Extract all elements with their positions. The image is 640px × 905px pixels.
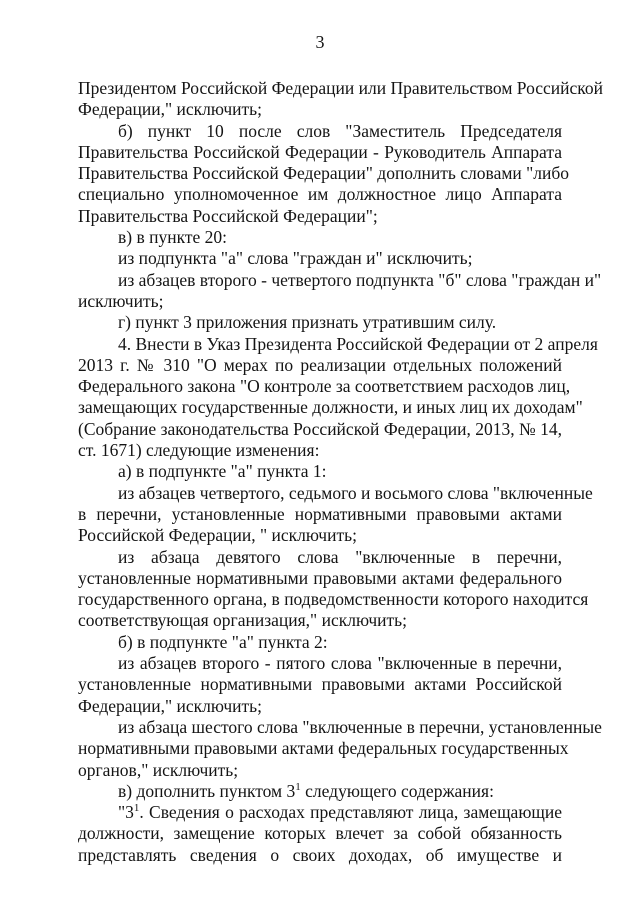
text-line: Правительства Российской Федерации" дополнить словами "либо <box>78 163 570 184</box>
text-line: г) пункт 3 приложения признать утратившим силу. <box>118 312 497 333</box>
text-line: государственного органа, в подведомственности которого находится <box>78 589 589 610</box>
text-segment: в) дополнить пунктом 3 <box>118 780 296 801</box>
text-line: установленные нормативными правовыми актами Российской <box>78 674 562 695</box>
text-line: Федерации," исключить; <box>78 695 262 716</box>
text-line: 2013 г. № 310 "О мерах по реализации отдельных положений <box>78 354 562 375</box>
text-line: в перечни, установленные нормативными правовыми актами <box>78 503 562 524</box>
superscript: 1 <box>295 780 301 793</box>
text-line: б) пункт 10 после слов "Заместитель Председателя <box>118 120 562 141</box>
text-line: в) в пункте 20: <box>118 227 228 248</box>
superscript: 1 <box>133 802 140 815</box>
page-number: 3 <box>315 32 325 52</box>
text-line: должности, замещение которых влечет за собой обязанность <box>78 823 562 844</box>
text-line: Правительства Российской Федерации"; <box>78 205 378 226</box>
text-line <box>78 802 562 823</box>
text-segment: следующего содержания: <box>300 780 494 801</box>
text-line: Президентом Российской Федерации или Правительством Российской <box>78 78 604 98</box>
text-line: из абзаца девятого слова "включенные в перечни, <box>118 546 562 567</box>
text-line: (Собрание законодательства Российской Федерации, 2013, № 14, <box>78 418 562 439</box>
text-line: исключить; <box>78 290 164 311</box>
text-line: соответствующая организация," исключить; <box>78 610 408 631</box>
text-line <box>78 781 562 802</box>
text-line: из подпункта "а" слова "граждан и" исключить; <box>118 248 473 269</box>
text-line: Российской Федерации, " исключить; <box>78 525 357 546</box>
text-segment: "3 <box>118 802 134 823</box>
text-line: нормативными правовыми актами федеральных государственных <box>78 738 569 759</box>
text-line: замещающих государственные должности, и иных лиц их доходам" <box>78 397 583 418</box>
text-line: представлять сведения о своих доходах, об имуществе и <box>78 844 562 865</box>
document-body <box>78 78 604 866</box>
text-line: Правительства Российской Федерации - Руководитель Аппарата <box>78 141 562 162</box>
text-line: органов," исключить; <box>78 759 239 780</box>
text-line: а) в подпункте "а" пункта 1: <box>118 461 327 482</box>
text-line: из абзаца шестого слова "включенные в перечни, установленные <box>118 716 602 737</box>
text-line: из абзацев четвертого, седьмого и восьмого слова "включенные <box>118 482 593 503</box>
text-segment: . Сведения о расходах представляют лица, замещающие <box>139 802 562 823</box>
text-line: Федерального закона "О контроле за соответствием расходов лиц, <box>78 376 571 397</box>
text-line: из абзацев второго - четвертого подпункта "б" слова "граждан и" <box>118 269 602 290</box>
text-line: ст. 1671) следующие изменения: <box>78 440 320 461</box>
text-line: Федерации," исключить; <box>78 99 262 120</box>
text-line: из абзацев второго - пятого слова "включенные в перечни, <box>118 653 562 674</box>
text-line: установленные нормативными правовыми актами федерального <box>78 567 562 588</box>
text-line: 4. Внести в Указ Президента Российской Федерации от 2 апреля <box>118 333 598 354</box>
text-line: б) в подпункте "а" пункта 2: <box>118 631 328 652</box>
text-line: специально уполномоченное им должностное лицо Аппарата <box>78 184 562 205</box>
